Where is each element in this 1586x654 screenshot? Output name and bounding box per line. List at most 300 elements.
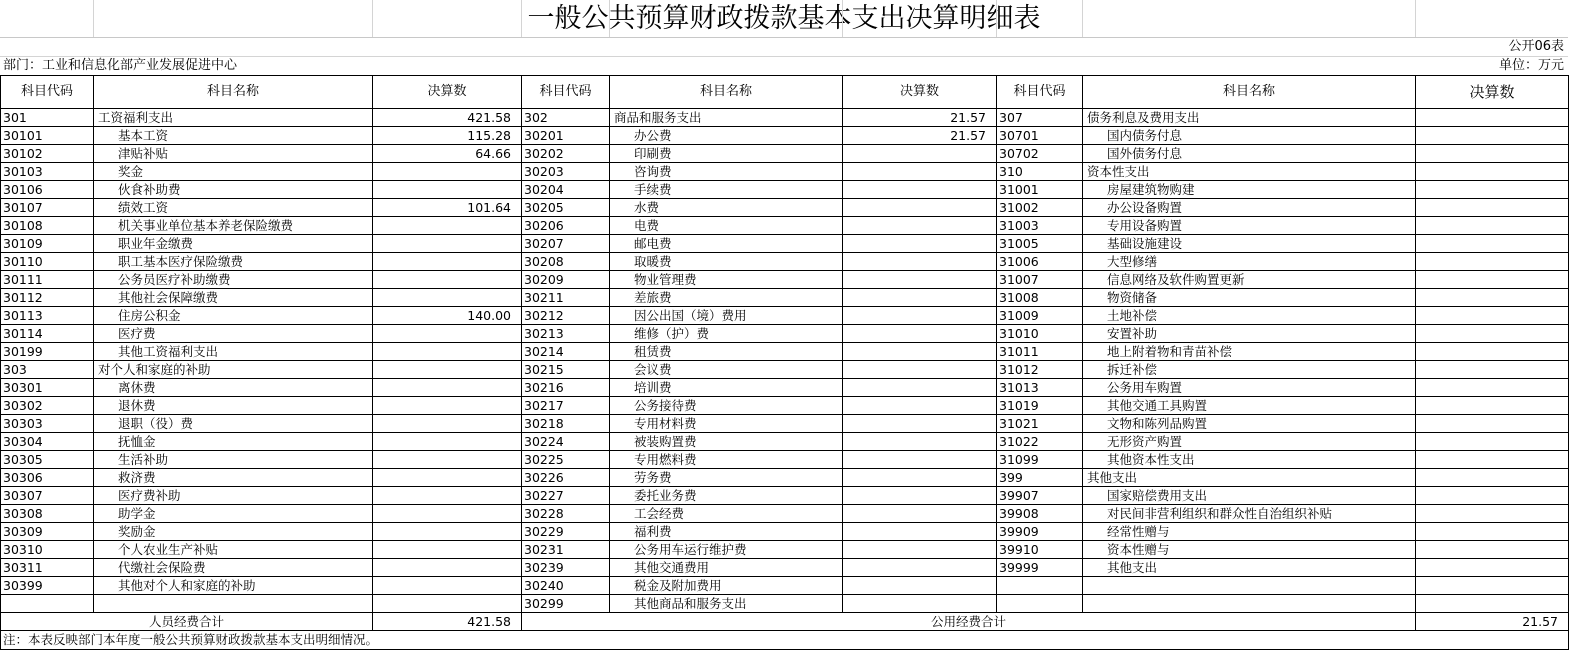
subject-name: 伙食补助费 [94,181,373,199]
subject-code: 30308 [1,505,94,523]
table-row [1,235,1569,253]
subject-amount [1416,289,1569,307]
subject-code: 31022 [997,433,1083,451]
subject-name [1083,577,1416,595]
subject-code: 30103 [1,163,94,181]
grid-line [372,0,373,37]
table-note: 注：本表反映部门本年度一般公共预算财政拨款基本支出明细情况。 [1,631,1569,650]
subject-name: 住房公积金 [94,307,373,325]
subject-code: 30108 [1,217,94,235]
table-body [1,76,1569,613]
subject-name: 奖金 [94,163,373,181]
subject-code: 30306 [1,469,94,487]
subject-code: 30216 [522,379,610,397]
subject-code: 30199 [1,343,94,361]
subject-code: 30112 [1,289,94,307]
subject-code: 30307 [1,487,94,505]
table-row [1,217,1569,235]
table-row [1,379,1569,397]
subject-amount [1416,595,1569,613]
subject-amount [1416,181,1569,199]
table-row [1,433,1569,451]
subject-name: 其他社会保障缴费 [94,289,373,307]
subject-name: 专用材料费 [610,415,843,433]
subject-amount [373,253,522,271]
subject-name: 手续费 [610,181,843,199]
subject-code: 31099 [997,451,1083,469]
table-row [1,325,1569,343]
grid-line [1415,0,1416,37]
header-name: 科目名称 [610,76,843,109]
subject-code: 31007 [997,271,1083,289]
table-row [1,253,1569,271]
subject-amount [1416,433,1569,451]
totals-row [1,613,1569,631]
subject-amount [843,145,997,163]
subject-name: 工会经费 [610,505,843,523]
grid-line [93,0,94,37]
subject-code: 30214 [522,343,610,361]
subject-code: 30206 [522,217,610,235]
subject-amount [373,487,522,505]
subject-name: 抚恤金 [94,433,373,451]
subject-name: 公务接待费 [610,397,843,415]
subject-amount [843,289,997,307]
table-row [1,577,1569,595]
subject-code: 39910 [997,541,1083,559]
subject-amount [843,415,997,433]
subject-name: 退职（役）费 [94,415,373,433]
table-row [1,469,1569,487]
subject-name: 救济费 [94,469,373,487]
table-row [1,361,1569,379]
subject-amount [373,163,522,181]
subject-name: 培训费 [610,379,843,397]
personnel-total-label: 人员经费合计 [1,613,373,631]
subject-code: 30110 [1,253,94,271]
subject-name: 其他支出 [1083,469,1416,487]
subject-code: 30113 [1,307,94,325]
subject-amount: 64.66 [373,145,522,163]
subject-amount [843,163,997,181]
table-row [1,271,1569,289]
subject-code: 30310 [1,541,94,559]
subject-amount [843,325,997,343]
subject-code: 30203 [522,163,610,181]
table-row [1,163,1569,181]
table-row [1,127,1569,145]
table-row [1,109,1569,127]
subject-name: 绩效工资 [94,199,373,217]
subject-amount [843,271,997,289]
subject-name: 取暖费 [610,253,843,271]
expenditure-table [0,75,1569,650]
subject-amount [373,541,522,559]
subject-name: 无形资产购置 [1083,433,1416,451]
subject-code: 30211 [522,289,610,307]
subject-amount [1416,127,1569,145]
table-row [1,505,1569,523]
subject-amount [1416,469,1569,487]
subject-name: 福利费 [610,523,843,541]
subject-code: 31009 [997,307,1083,325]
subject-amount [1416,343,1569,361]
subject-code: 30311 [1,559,94,577]
subject-code: 30227 [522,487,610,505]
table-row [1,145,1569,163]
subject-code: 30301 [1,379,94,397]
grid-line [521,0,522,37]
subject-code: 30229 [522,523,610,541]
subject-code: 30202 [522,145,610,163]
subject-code: 31010 [997,325,1083,343]
subject-code: 30309 [1,523,94,541]
subject-amount [843,523,997,541]
table-row [1,541,1569,559]
subject-code: 30224 [522,433,610,451]
subject-amount [1416,559,1569,577]
subject-amount [1416,361,1569,379]
subject-code: 30303 [1,415,94,433]
subject-name: 其他商品和服务支出 [610,595,843,613]
subject-name: 劳务费 [610,469,843,487]
subject-amount [373,505,522,523]
subject-code: 30212 [522,307,610,325]
subject-code: 30208 [522,253,610,271]
header-amount: 决算数 [1416,76,1569,109]
subject-amount [373,289,522,307]
subject-name: 水费 [610,199,843,217]
public-total-amount: 21.57 [1416,613,1569,631]
subject-name: 其他对个人和家庭的补助 [94,577,373,595]
subject-amount [843,469,997,487]
subject-amount [843,181,997,199]
subject-code: 30231 [522,541,610,559]
subject-amount [1416,451,1569,469]
subject-code: 30204 [522,181,610,199]
subject-amount [843,253,997,271]
grid-line [842,0,843,37]
subject-amount [1416,163,1569,181]
subject-code: 31008 [997,289,1083,307]
subject-name: 办公费 [610,127,843,145]
subject-amount [843,343,997,361]
personnel-total-amount: 421.58 [373,613,522,631]
subject-name: 其他工资福利支出 [94,343,373,361]
subject-amount [373,523,522,541]
subject-code: 31019 [997,397,1083,415]
subject-name: 其他交通费用 [610,559,843,577]
unit-label: 单位：万元 [1498,58,1564,73]
header-code: 科目代码 [1,76,94,109]
subject-code: 31006 [997,253,1083,271]
header-amount: 决算数 [843,76,997,109]
subject-amount [1416,415,1569,433]
subject-name: 奖励金 [94,523,373,541]
subject-name [94,595,373,613]
subject-code: 30217 [522,397,610,415]
subject-code: 31002 [997,199,1083,217]
subject-amount [843,217,997,235]
subject-name: 维修（护）费 [610,325,843,343]
subject-code [997,577,1083,595]
subject-code: 30205 [522,199,610,217]
subject-amount [1416,109,1569,127]
subject-amount [1416,487,1569,505]
public-total-label: 公用经费合计 [522,613,1416,631]
subject-code: 30218 [522,415,610,433]
subject-name: 津贴补贴 [94,145,373,163]
subject-code: 30215 [522,361,610,379]
subject-amount [843,361,997,379]
subject-name: 因公出国（境）费用 [610,307,843,325]
subject-amount [1416,325,1569,343]
subject-name: 地上附着物和青苗补偿 [1083,343,1416,361]
subject-amount [843,307,997,325]
subject-name: 资本性赠与 [1083,541,1416,559]
subject-code: 30101 [1,127,94,145]
grid-line [996,0,997,37]
subject-amount [1416,199,1569,217]
subject-name: 国家赔偿费用支出 [1083,487,1416,505]
subject-name: 信息网络及软件购置更新 [1083,271,1416,289]
subject-amount [843,505,997,523]
subject-amount [373,433,522,451]
subject-amount [373,397,522,415]
subject-amount [843,199,997,217]
subject-code [1,595,94,613]
subject-code: 30111 [1,271,94,289]
subject-name: 医疗费 [94,325,373,343]
subject-name: 其他资本性支出 [1083,451,1416,469]
subject-code: 39999 [997,559,1083,577]
subject-amount [843,397,997,415]
subject-name: 专用设备购置 [1083,217,1416,235]
subject-amount: 115.28 [373,127,522,145]
subject-code: 39907 [997,487,1083,505]
subject-amount [373,559,522,577]
subject-code: 307 [997,109,1083,127]
subject-code: 302 [522,109,610,127]
subject-name: 大型修缮 [1083,253,1416,271]
subject-amount [373,271,522,289]
header-name: 科目名称 [94,76,373,109]
subject-name: 医疗费补助 [94,487,373,505]
subject-amount [373,181,522,199]
subject-name: 被装购置费 [610,433,843,451]
subject-amount [373,469,522,487]
subject-code: 30213 [522,325,610,343]
subject-amount [843,433,997,451]
grid-line [609,0,610,37]
note-row [1,631,1569,650]
subject-code: 30299 [522,595,610,613]
subject-code: 39908 [997,505,1083,523]
subject-name: 职工基本医疗保险缴费 [94,253,373,271]
subject-code: 30399 [1,577,94,595]
subject-amount [373,577,522,595]
table-row [1,415,1569,433]
subject-code: 30304 [1,433,94,451]
table-row [1,523,1569,541]
subject-name: 房屋建筑物购建 [1083,181,1416,199]
subject-amount [1416,271,1569,289]
form-number-row [0,37,1568,57]
subject-amount [843,487,997,505]
subject-code: 30201 [522,127,610,145]
table-row [1,289,1569,307]
subject-code: 31012 [997,361,1083,379]
table-row [1,595,1569,613]
subject-name: 物资储备 [1083,289,1416,307]
subject-code: 31005 [997,235,1083,253]
subject-amount [1416,217,1569,235]
subject-amount [373,343,522,361]
department-label: 部门：工业和信息化部产业发展促进中心 [3,58,238,73]
subject-amount: 140.00 [373,307,522,325]
header-code: 科目代码 [522,76,610,109]
subject-name: 基础设施建设 [1083,235,1416,253]
subject-amount [1416,145,1569,163]
subject-code: 30226 [522,469,610,487]
subject-code: 30225 [522,451,610,469]
subject-amount [843,379,997,397]
subject-amount [843,451,997,469]
subject-name: 差旅费 [610,289,843,307]
subject-amount [843,541,997,559]
subject-name: 公务员医疗补助缴费 [94,271,373,289]
totals-body [1,613,1569,650]
subject-code: 30107 [1,199,94,217]
subject-code: 301 [1,109,94,127]
header-name: 科目名称 [1083,76,1416,109]
subject-name: 办公设备购置 [1083,199,1416,217]
header-amount: 决算数 [373,76,522,109]
subject-amount [1416,235,1569,253]
subject-amount [373,451,522,469]
subject-name: 离休费 [94,379,373,397]
subject-amount: 101.64 [373,199,522,217]
subject-amount [843,559,997,577]
subject-name: 土地补偿 [1083,307,1416,325]
subject-code: 31011 [997,343,1083,361]
subject-amount [1416,307,1569,325]
subject-amount [373,325,522,343]
subject-amount [843,595,997,613]
subject-amount: 21.57 [843,109,997,127]
subject-name: 基本工资 [94,127,373,145]
subject-name: 租赁费 [610,343,843,361]
subject-amount: 421.58 [373,109,522,127]
subject-amount [373,361,522,379]
table-row [1,199,1569,217]
subject-code: 30102 [1,145,94,163]
subject-name: 物业管理费 [610,271,843,289]
subject-amount [843,577,997,595]
subject-name: 资本性支出 [1083,163,1416,181]
subject-name: 拆迁补偿 [1083,361,1416,379]
subject-code: 30109 [1,235,94,253]
subject-name: 对民间非营利组织和群众性自治组织补贴 [1083,505,1416,523]
subject-amount [373,235,522,253]
subject-name: 国内债务付息 [1083,127,1416,145]
subject-name: 咨询费 [610,163,843,181]
subject-amount [373,595,522,613]
subject-name: 商品和服务支出 [610,109,843,127]
table-row [1,559,1569,577]
subject-code: 399 [997,469,1083,487]
subject-name: 税金及附加费用 [610,577,843,595]
table-row [1,307,1569,325]
subject-name: 职业年金缴费 [94,235,373,253]
subject-code: 30209 [522,271,610,289]
table-row [1,181,1569,199]
subject-code: 31021 [997,415,1083,433]
subject-amount [1416,577,1569,595]
table-header-row [1,76,1569,109]
subject-name: 公务用车运行维护费 [610,541,843,559]
subject-name: 工资福利支出 [94,109,373,127]
subject-code: 31003 [997,217,1083,235]
subject-name: 会议费 [610,361,843,379]
subject-amount [373,379,522,397]
subject-amount [1416,397,1569,415]
subject-code: 30228 [522,505,610,523]
subject-name: 公务用车购置 [1083,379,1416,397]
table-row [1,343,1569,361]
subject-name: 退休费 [94,397,373,415]
subject-code: 39909 [997,523,1083,541]
subject-amount [1416,505,1569,523]
report-title: 一般公共预算财政拨款基本支出决算明细表 [0,0,1568,38]
subject-code: 30302 [1,397,94,415]
form-number: 公开06表 [1508,39,1564,54]
subject-code: 310 [997,163,1083,181]
subject-name: 生活补助 [94,451,373,469]
subject-name: 国外债务付息 [1083,145,1416,163]
subject-name: 代缴社会保险费 [94,559,373,577]
subject-code: 30240 [522,577,610,595]
subject-code: 30701 [997,127,1083,145]
subject-amount [1416,379,1569,397]
grid-line [1082,0,1083,37]
subject-code: 30702 [997,145,1083,163]
subject-name: 经常性赠与 [1083,523,1416,541]
subject-amount [1416,253,1569,271]
subject-name: 对个人和家庭的补助 [94,361,373,379]
subject-amount [373,217,522,235]
subject-name: 邮电费 [610,235,843,253]
header-code: 科目代码 [997,76,1083,109]
subject-code: 31001 [997,181,1083,199]
subject-name: 机关事业单位基本养老保险缴费 [94,217,373,235]
table-row [1,451,1569,469]
subject-name: 委托业务费 [610,487,843,505]
subject-code: 30114 [1,325,94,343]
subject-code: 31013 [997,379,1083,397]
subject-code [997,595,1083,613]
subject-name: 专用燃料费 [610,451,843,469]
subject-amount [1416,523,1569,541]
subject-amount [1416,541,1569,559]
subject-name: 其他支出 [1083,559,1416,577]
subject-name: 债务利息及费用支出 [1083,109,1416,127]
subject-code: 30305 [1,451,94,469]
subject-name: 印刷费 [610,145,843,163]
subject-name: 安置补助 [1083,325,1416,343]
subject-code: 30239 [522,559,610,577]
subject-name [1083,595,1416,613]
